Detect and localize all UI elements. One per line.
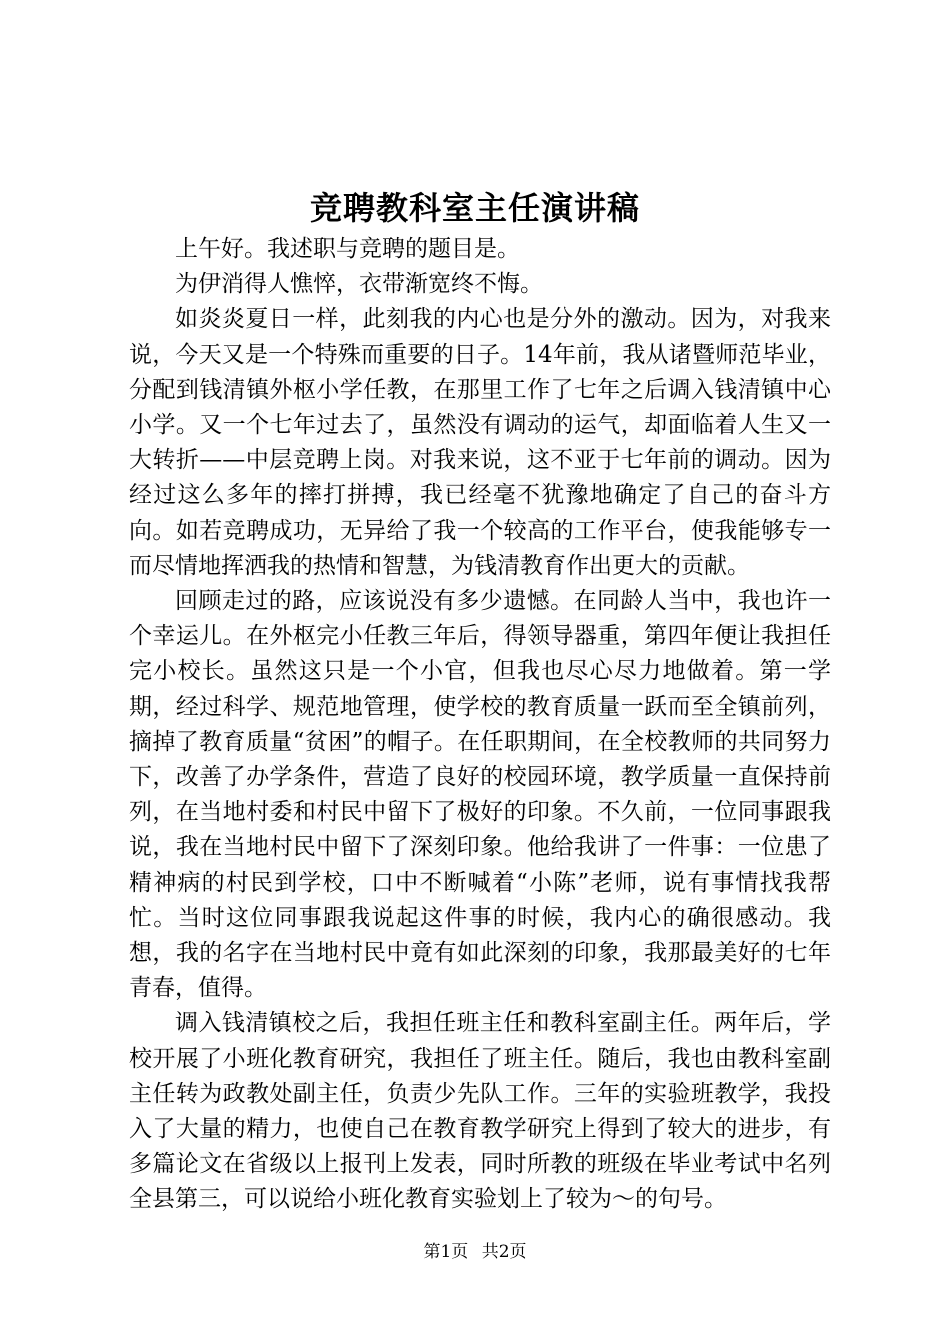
paragraph-introduction: 如炎炎夏日一样，此刻我的内心也是分外的激动。因为，对我来说，今天又是一个特殊而重要的日子。14年前，我从诸暨师范毕业，分配到钱清镇外枢小学任教，在那里工作了七年之后调入钱清镇中心小学。又一个七年过去了，虽然没有调动的运气，却面临着人生又一大转折——中层竞聘上岗。对我来说，这不亚于七年前的调动。因为经过这么多年的摔打拼搏，我已经毫不犹豫地确定了自己的奋斗方向。如若竞聘成功，无异给了我一个较高的工作平台，使我能够专一而尽情地挥洒我的热情和智慧，为钱清教育作出更大的贡献。 xyxy=(129,306,831,579)
document-body xyxy=(129,232,831,1218)
page-number-current: 第1页 xyxy=(423,1242,469,1262)
paragraph-quote: 为伊消得人憔悴，衣带渐宽终不悔。 xyxy=(175,271,543,298)
page-number-total: 共2页 xyxy=(481,1242,527,1262)
paragraph-review: 回顾走过的路，应该说没有多少遗憾。在同龄人当中，我也许一个幸运儿。在外枢完小任教三年后，得领导器重，第四年便让我担任完小校长。虽然这只是一个小官，但我也尽心尽力地做着。第一学期，经过科学、规范地管理，使学校的教育质量一跃而至全镇前列，摘掉了教育质量“贫困”的帽子。在任职期间，在全校教师的共同努力下，改善了办学条件，营造了良好的校园环境，教学质量一直保持前列，在当地村委和村民中留下了极好的印象。不久前，一位同事跟我说，我在当地村民中留下了深刻印象。他给我讲了一件事：一位患了精神病的村民到学校，口中不断喊着“小陈”老师，说有事情找我帮忙。当时这位同事跟我说起这件事的时候，我内心的确很感动。我想，我的名字在当地村民中竟有如此深刻的印象，我那最美好的七年青春，值得。 xyxy=(129,588,831,1002)
paragraph-experience: 调入钱清镇校之后，我担任班主任和教科室副主任。两年后，学校开展了小班化教育研究，我担任了班主任。随后，我也由教科室副主任转为政教处副主任，负责少先队工作。三年的实验班教学，我投入了大量的精力，也使自己在教育教学研究上得到了较大的进步，有多篇论文在省级以上报刊上发表，同时所教的班级在毕业考试中名列全县第三，可以说给小班化教育实验划上了较为～的句号。 xyxy=(129,1010,831,1213)
page-footer xyxy=(0,1240,950,1264)
paragraph-greeting: 上午好。我述职与竞聘的题目是。 xyxy=(175,236,520,262)
document-title: 竞聘教科室主任演讲稿 xyxy=(309,189,640,227)
